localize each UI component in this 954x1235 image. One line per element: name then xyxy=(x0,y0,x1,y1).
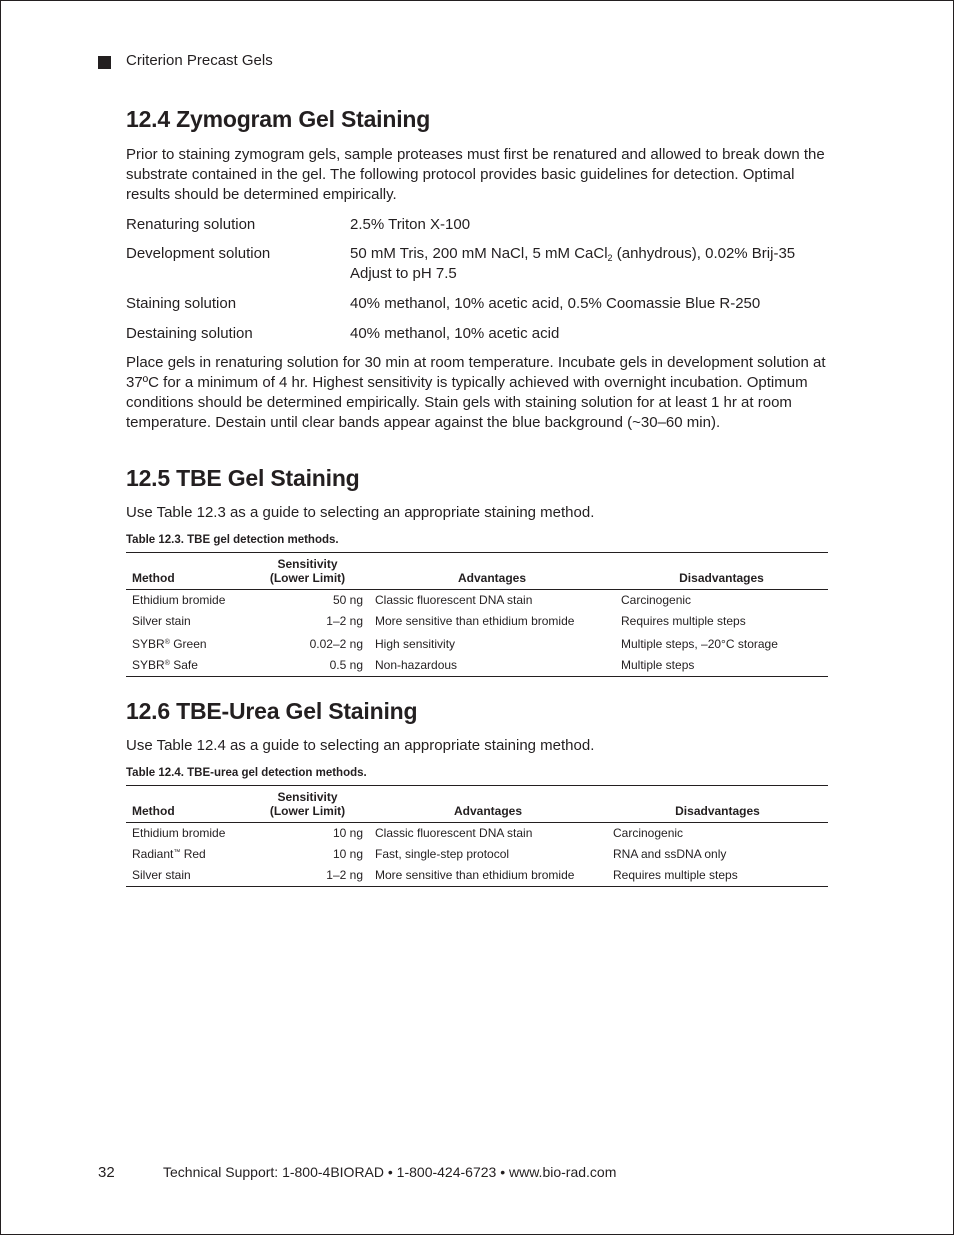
solution-label: Renaturing solution xyxy=(126,216,256,233)
cell-disadvantages: Requires multiple steps xyxy=(607,865,828,887)
cell-advantages: Fast, single-step protocol xyxy=(375,846,510,861)
column-header-disadvantages: Disadvantages xyxy=(615,553,828,590)
cell-sensitivity: 50 ng xyxy=(332,592,363,607)
cell-advantages: More sensitive than ethidium bromide xyxy=(369,865,607,887)
column-header-sensitivity: Sensitivity (Lower Limit) xyxy=(246,786,369,823)
solution-value: 2.5% Triton X-100 xyxy=(350,216,471,233)
table-row xyxy=(126,633,828,655)
column-header-method: Method xyxy=(126,786,246,823)
cell-disadvantages: Requires multiple steps xyxy=(621,614,746,628)
detection-table-12-4 xyxy=(126,785,828,887)
cell-sensitivity: 0.02–2 ng xyxy=(309,636,363,651)
cell-advantages: High sensitivity xyxy=(375,636,456,651)
column-header-sensitivity: Sensitivity (Lower Limit) xyxy=(246,553,369,590)
cell-sensitivity: 1–2 ng xyxy=(246,865,369,887)
solution-value xyxy=(350,244,830,284)
cell-method: SYBR® Green xyxy=(132,636,207,651)
cell-method: Ethidium bromide xyxy=(132,592,226,607)
cell-advantages: More sensitive than ethidium bromide xyxy=(375,614,575,628)
procedure-paragraph: Place gels in renaturing solution for 30 min at room temperature. Incubate gels in development solution at 37ºC for a minimum of 4 hr. Highest sensitivity is typically achieved with overnight incubation. Optimum conditions should be determined empirically. Stain gels with staining solution for at least 1 hr at room temperature. Destain until clear bands appear against the blue background (~30–60 min). xyxy=(126,354,826,431)
table-row xyxy=(126,823,828,843)
solution-value-text: 50 mM Tris, 200 mM NaCl, 5 mM CaCl xyxy=(350,245,608,262)
section-heading-12-4: 12.4 Zymogram Gel Staining xyxy=(126,106,431,132)
intro-paragraph: Use Table 12.3 as a guide to selecting an appropriate staining method. xyxy=(126,504,595,521)
column-header-advantages: Advantages xyxy=(369,553,615,590)
detection-table-12-3 xyxy=(126,552,828,677)
cell-method: Ethidium bromide xyxy=(132,825,226,840)
section-heading-12-6: 12.6 TBE-Urea Gel Staining xyxy=(126,698,418,724)
solution-value: 40% methanol, 10% acetic acid xyxy=(350,325,560,342)
table-row xyxy=(126,590,828,610)
cell-sensitivity: 10 ng xyxy=(332,825,363,840)
solution-label: Development solution xyxy=(126,245,271,262)
intro-paragraph: Use Table 12.4 as a guide to selecting an appropriate staining method. xyxy=(126,737,595,754)
cell-advantages: Classic fluorescent DNA stain xyxy=(375,825,533,840)
table-row xyxy=(126,655,828,677)
table-caption: Table 12.4. TBE-urea gel detection methods. xyxy=(126,767,367,779)
table-row xyxy=(126,610,828,633)
cell-sensitivity: 1–2 ng xyxy=(326,614,363,628)
section-heading-12-5: 12.5 TBE Gel Staining xyxy=(126,465,360,491)
cell-sensitivity: 10 ng xyxy=(332,846,363,861)
cell-disadvantages: Carcinogenic xyxy=(621,592,692,607)
header-marker xyxy=(98,56,111,69)
solution-label: Staining solution xyxy=(126,295,237,312)
support-contact: Technical Support: 1-800-4BIORAD • 1-800-424-6723 • www.bio-rad.com xyxy=(163,1164,617,1180)
page-number: 32 xyxy=(98,1164,115,1181)
column-header-method: Method xyxy=(126,553,246,590)
solution-value-text: Adjust to pH 7.5 xyxy=(350,265,457,282)
cell-disadvantages: Carcinogenic xyxy=(613,825,684,840)
cell-disadvantages: Multiple steps, –20°C storage xyxy=(621,636,778,651)
table-caption: Table 12.3. TBE gel detection methods. xyxy=(126,534,339,546)
solution-label: Destaining solution xyxy=(126,325,253,342)
cell-disadvantages: RNA and ssDNA only xyxy=(613,846,727,861)
cell-method: SYBR® Safe xyxy=(126,655,246,677)
cell-disadvantages: Multiple steps xyxy=(615,655,828,677)
column-header-advantages: Advantages xyxy=(369,786,607,823)
running-header: Criterion Precast Gels xyxy=(126,52,273,69)
subscript: 2 xyxy=(607,253,613,263)
cell-sensitivity: 0.5 ng xyxy=(246,655,369,677)
solution-value: 40% methanol, 10% acetic acid, 0.5% Coomassie Blue R-250 xyxy=(350,295,761,312)
cell-advantages: Classic fluorescent DNA stain xyxy=(375,592,533,607)
intro-paragraph: Prior to staining zymogram gels, sample proteases must first be renatured and allowed to break down the substrate contained in the gel. The following protocol provides basic guidelines for detection. Optimal results should be determined empirically. xyxy=(126,146,825,203)
solution-value-text: (anhydrous), 0.02% Brij-35 xyxy=(612,245,796,262)
cell-advantages: Non-hazardous xyxy=(369,655,615,677)
cell-method: Radiant™ Red xyxy=(132,846,206,861)
table-row xyxy=(126,865,828,887)
cell-method: Silver stain xyxy=(126,865,246,887)
table-row xyxy=(126,843,828,865)
column-header-disadvantages: Disadvantages xyxy=(607,786,828,823)
cell-method: Silver stain xyxy=(132,614,191,628)
